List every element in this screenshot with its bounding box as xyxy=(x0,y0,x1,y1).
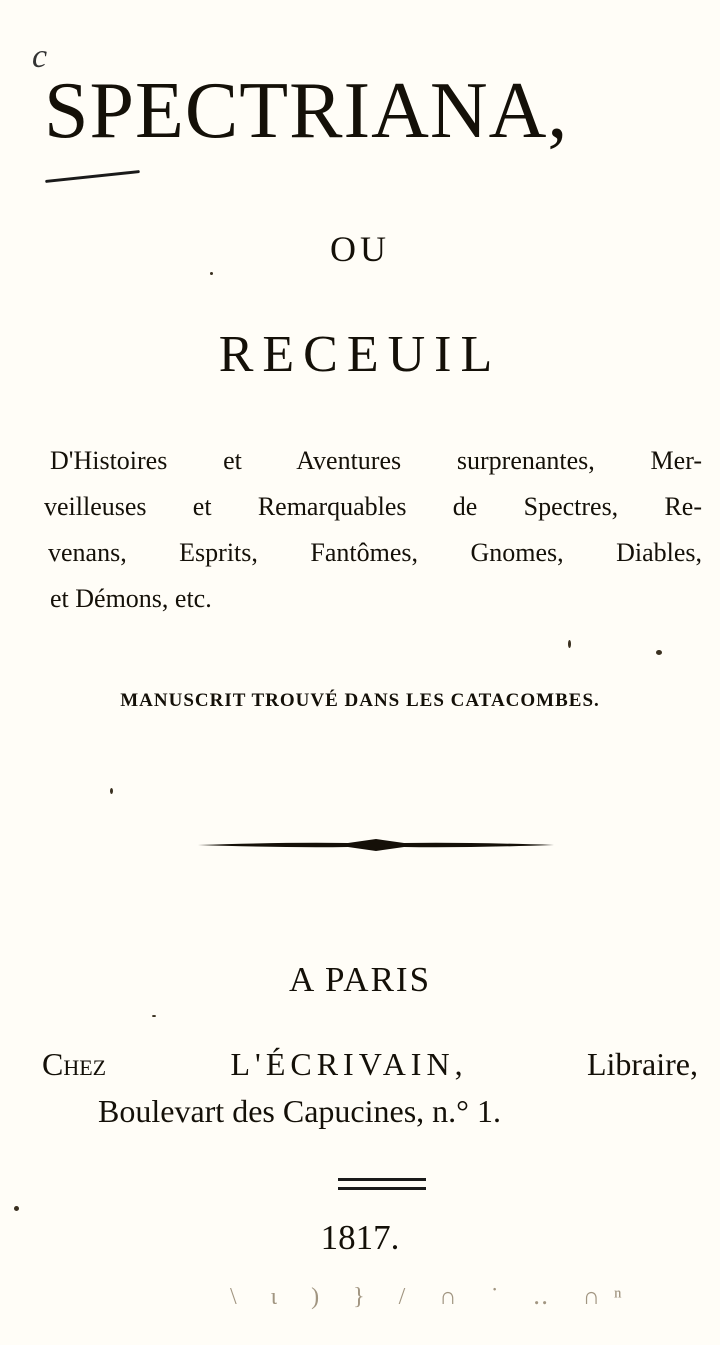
imprint-publisher-line xyxy=(42,1046,698,1083)
paper-speck xyxy=(568,640,571,648)
description-line: veilleuses et Remarquables de Spectres, Re- xyxy=(44,492,702,521)
imprint-chez: Chez xyxy=(42,1046,107,1082)
bleed-through-marks: \ ι ) } / ∩ ˙ ‥ ∩ⁿ xyxy=(230,1284,636,1310)
imprint-publisher: L'ÉCRIVAIN xyxy=(230,1046,455,1082)
paper-speck xyxy=(152,1015,156,1017)
book-title: SPECTRIANA, xyxy=(44,67,569,155)
paper-speck xyxy=(656,650,662,655)
description-line: et Démons, etc. xyxy=(50,584,212,613)
imprint-city: A PARIS xyxy=(288,960,432,999)
title-connector: OU xyxy=(330,229,390,269)
double-rule-top xyxy=(338,1178,426,1181)
imprint-address: Boulevart des Capucines, n.° 1. xyxy=(98,1093,501,1129)
tagline: MANUSCRIT TROUVÉ DANS LES CATACOMBES. xyxy=(120,690,600,711)
description-line: venans, Esprits, Fantômes, Gnomes, Diables, xyxy=(48,538,702,567)
paper-speck xyxy=(14,1206,19,1211)
handwritten-annotation: c xyxy=(32,38,48,75)
paper-speck xyxy=(210,272,213,275)
imprint-year: 1817. xyxy=(320,1218,400,1257)
double-rule-bottom xyxy=(338,1187,426,1190)
subtitle: RECEUIL xyxy=(218,326,502,383)
paper-speck xyxy=(110,788,113,794)
description-line: D'Histoires et Aventures surprenantes, Mer- xyxy=(50,446,702,475)
imprint-role: , Libraire, xyxy=(454,1046,698,1082)
ornamental-rule xyxy=(198,836,554,854)
handwritten-underline xyxy=(45,170,140,183)
